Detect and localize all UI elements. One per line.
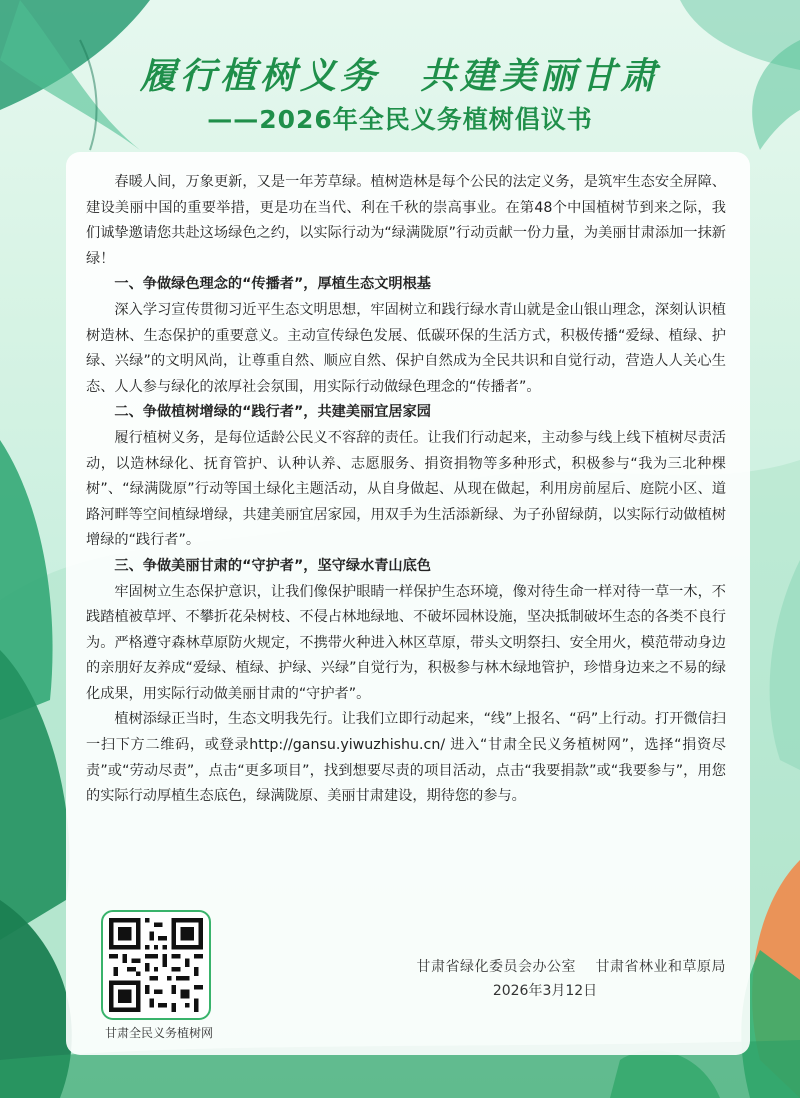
section-3-heading: 三、争做美丽甘肃的“守护者”，坚守绿水青山底色	[114, 557, 431, 574]
qr-code-icon	[109, 918, 203, 1012]
intro-paragraph: 春暖人间，万象更新，又是一年芳草绿。植树造林是每个公民的法定义务，是筑牢生态安全屏障、建设美丽中国的重要举措，更是功在当代、利在千秋的崇高事业。在第48个中国植树节到来之际，我们诚挚邀请您共赴这场绿色之约，以实际行动为“绿满陇原”行动贡献一份力量，为美丽甘肃添加一抹新绿！	[86, 174, 726, 267]
page-title: 履行植树义务 共建美丽甘肃	[139, 55, 660, 97]
proposal-body	[86, 170, 726, 810]
signing-organizations: 甘肃省绿化委员会办公室 甘肃省林业和草原局	[416, 959, 726, 975]
section-2-heading: 二、争做植树增绿的“践行者”，共建美丽宜居家园	[114, 404, 431, 421]
qr-code-label: 甘肃全民义务植树网	[104, 1026, 213, 1040]
closing-paragraph: 植树添绿正当时，生态文明我先行。让我们立即行动起来，“线”上报名、“码”上行动。打开微信扫一扫下方二维码，或登录http://gansu.yiwuzhishu.cn/ 进入“甘肃全民义务植树网”，选择“捐资尽责”或“劳动尽责”，点击“更多项目”，找到想要尽责的项目活动，点击“我要捐款”或“我要参与”，用您的实际行动厚植生态底色，绿满陇原、美丽甘肃建设，期待您的参与。	[86, 711, 726, 805]
signing-date: 2026年3月12日	[492, 983, 598, 999]
page-subtitle: ——2026年全民义务植树倡议书	[207, 105, 593, 134]
section-2-body: 履行植树义务，是每位适龄公民义不容辞的责任。让我们行动起来，主动参与线上线下植树尽责活动，以造林绿化、抚育管护、认种认养、志愿服务、捐资捐物等多种形式，积极参与“我为三北种棵树”、“绿满陇原”行动等国土绿化主题活动，从自身做起、从现在做起，利用房前屋后、庭院小区、道路河畔等空间植绿增绿，共建美丽宜居家园，用双手为生活添新绿、为子孙留绿荫，以实际行动做植树增绿的“践行者”。	[86, 429, 726, 549]
qr-code[interactable]	[101, 910, 211, 1020]
section-1-body: 深入学习宣传贯彻习近平生态文明思想，牢固树立和践行绿水青山就是金山银山理念，深刻认识植树造林、生态保护的重要意义。主动宣传绿色发展、低碳环保的生活方式，积极传播“爱绿、植绿、护绿、兴绿”的文明风尚，让尊重自然、顺应自然、保护自然成为全民共识和自觉行动，营造人人关心生态、人人参与绿化的浓厚社会氛围，用实际行动做绿色理念的“传播者”。	[86, 301, 726, 395]
section-3-body: 牢固树立生态保护意识，让我们像保护眼睛一样保护生态环境，像对待生命一样对待一草一木，不践踏植被草坪、不攀折花朵树枝、不侵占林地绿地、不破坏园林设施，坚决抵制破坏生态的各类不良行为。严格遵守森林草原防火规定，不携带火种进入林区草原，带头文明祭扫、安全用火，模范带动身边的亲朋好友养成“爱绿、植绿、护绿、兴绿”自觉行为，积极参与林木绿地管护，珍惜身边来之不易的绿化成果，用实际行动做美丽甘肃的“守护者”。	[86, 583, 726, 702]
section-1-heading: 一、争做绿色理念的“传播者”，厚植生态文明根基	[114, 276, 431, 293]
